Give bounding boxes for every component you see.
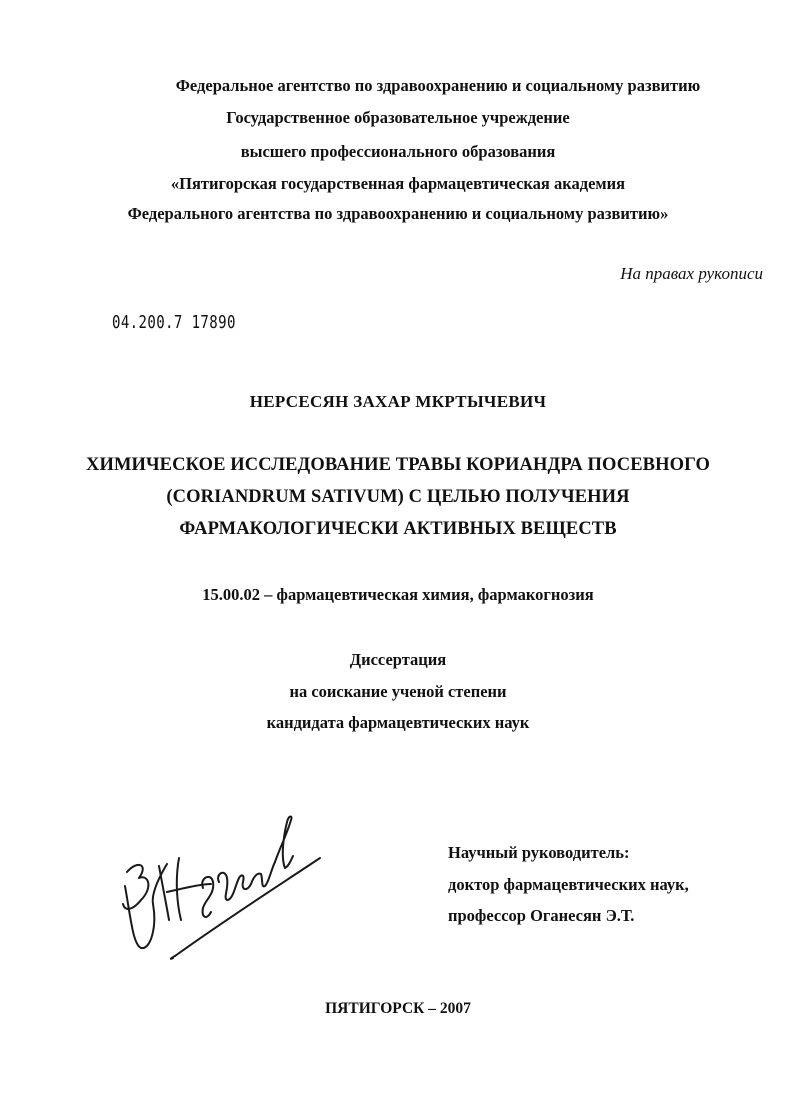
supervisor-name: профессор Оганесян Э.Т. bbox=[448, 906, 635, 925]
supervisor-degree: доктор фармацевтических наук, bbox=[448, 875, 689, 894]
header-academy-name: «Пятигорская государственная фармацевтическая академия bbox=[170, 174, 626, 193]
dissertation-title-line-2: (CORIANDRUM SATIVUM) С ЦЕЛЬЮ ПОЛУЧЕНИЯ bbox=[166, 487, 630, 507]
dissertation-title-line-1: ХИМИЧЕСКОЕ ИССЛЕДОВАНИЕ ТРАВЫ КОРИАНДРА ПОСЕВНОГО bbox=[86, 455, 710, 475]
supervisor-label: Научный руководитель: bbox=[448, 843, 630, 862]
degree-purpose: на соискание ученой степени bbox=[289, 682, 507, 701]
document-kind: Диссертация bbox=[349, 650, 447, 669]
city-year: ПЯТИГОРСК – 2007 bbox=[325, 1000, 471, 1017]
signature-image bbox=[115, 808, 330, 968]
manuscript-note: На правах рукописи bbox=[620, 264, 763, 283]
dissertation-title-line-3: ФАРМАКОЛОГИЧЕСКИ АКТИВНЫХ ВЕЩЕСТВ bbox=[179, 519, 617, 539]
header-academy-affiliation: Федерального агентства по здравоохранению и социальному развитию» bbox=[127, 204, 669, 223]
header-education-level: высшего профессионального образования bbox=[240, 142, 556, 161]
stamp-number: 04.200.7 17890 bbox=[112, 312, 236, 333]
author-name: НЕРСЕСЯН ЗАХАР МКРТЫЧЕВИЧ bbox=[249, 392, 547, 411]
header-ministry: Федеральное агентство по здравоохранению и социальному развитию bbox=[175, 76, 701, 95]
degree-name: кандидата фармацевтических наук bbox=[266, 713, 530, 732]
header-institution-type: Государственное образовательное учреждение bbox=[226, 108, 570, 127]
specialty-code: 15.00.02 – фармацевтическая химия, фармакогнозия bbox=[202, 585, 594, 604]
